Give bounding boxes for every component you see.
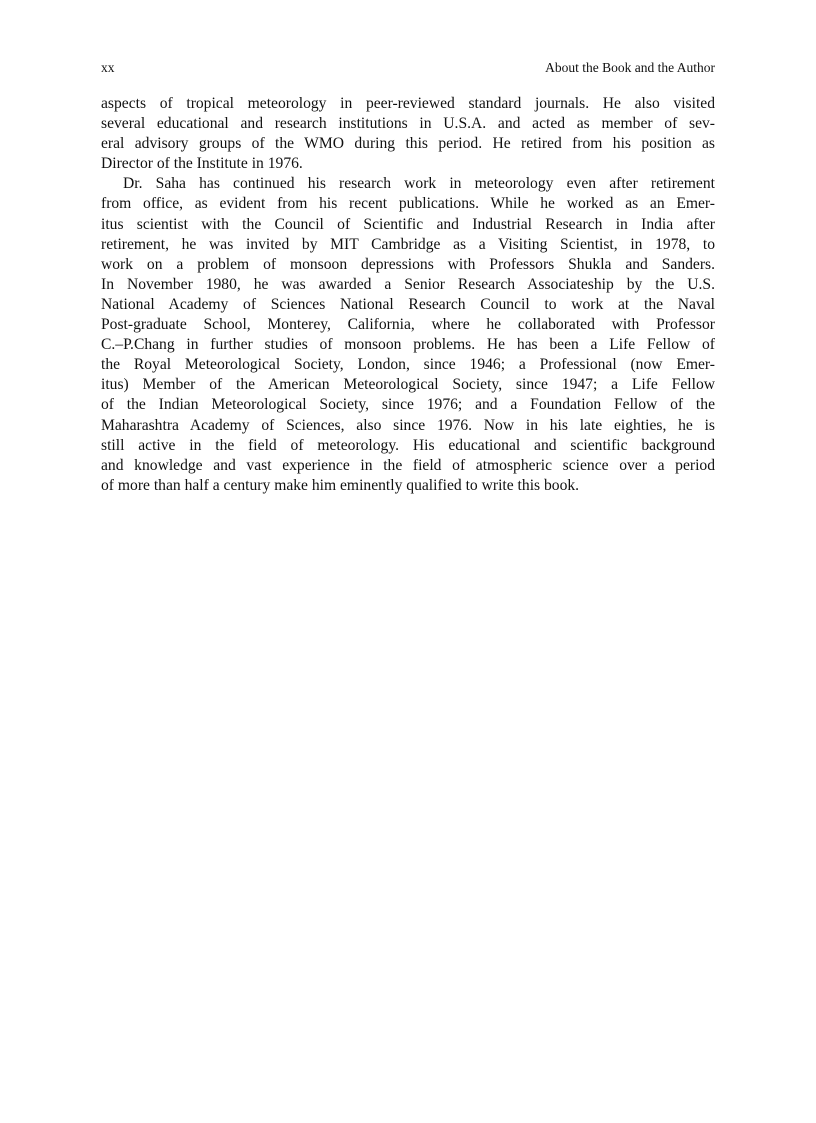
text-line: itus) Member of the American Meteorological Society, since 1947; a Life Fellow bbox=[101, 376, 715, 394]
text-line: of more than half a century make him eminently qualified to write this book. bbox=[101, 476, 580, 494]
text-line: Post-graduate School, Monterey, California, where he collaborated with Professor bbox=[101, 316, 715, 334]
text-line: retirement, he was invited by MIT Cambridge as a Visiting Scientist, in 1978, to bbox=[101, 235, 715, 253]
body-text bbox=[101, 94, 715, 496]
text-line: the Royal Meteorological Society, London, since 1946; a Professional (now Emer- bbox=[101, 356, 715, 374]
text-line: several educational and research institutions in U.S.A. and acted as member of sev- bbox=[101, 115, 715, 133]
text-line: of the Indian Meteorological Society, since 1976; and a Foundation Fellow of the bbox=[101, 396, 715, 414]
text-line: C.–P.Chang in further studies of monsoon problems. He has been a Life Fellow of bbox=[101, 336, 715, 354]
text-line: Maharashtra Academy of Sciences, also since 1976. Now in his late eighties, he is bbox=[101, 416, 715, 434]
text-line: work on a problem of monsoon depressions with Professors Shukla and Sanders. bbox=[101, 255, 715, 273]
page-number: xx bbox=[101, 60, 115, 75]
text-line: Dr. Saha has continued his research work in meteorology even after retirement bbox=[123, 175, 715, 193]
text-line: from office, as evident from his recent publications. While he worked as an Emer- bbox=[101, 195, 715, 213]
text-line: itus scientist with the Council of Scientific and Industrial Research in India after bbox=[101, 215, 715, 233]
text-line: eral advisory groups of the WMO during this period. He retired from his position as bbox=[101, 135, 715, 153]
text-line: National Academy of Sciences National Research Council to work at the Naval bbox=[101, 295, 715, 313]
paragraph-2 bbox=[101, 174, 715, 496]
text-line: In November 1980, he was awarded a Senior Research Associateship by the U.S. bbox=[101, 275, 715, 293]
book-page bbox=[101, 58, 715, 496]
text-line: aspects of tropical meteorology in peer-reviewed standard journals. He also visited bbox=[101, 95, 715, 112]
running-header bbox=[101, 58, 715, 78]
running-title: About the Book and the Author bbox=[545, 60, 715, 75]
text-line: and knowledge and vast experience in the field of atmospheric science over a period bbox=[101, 456, 715, 474]
paragraph-1 bbox=[101, 94, 715, 174]
text-line: Director of the Institute in 1976. bbox=[101, 155, 303, 173]
text-line: still active in the field of meteorology. His educational and scientific background bbox=[101, 436, 715, 454]
